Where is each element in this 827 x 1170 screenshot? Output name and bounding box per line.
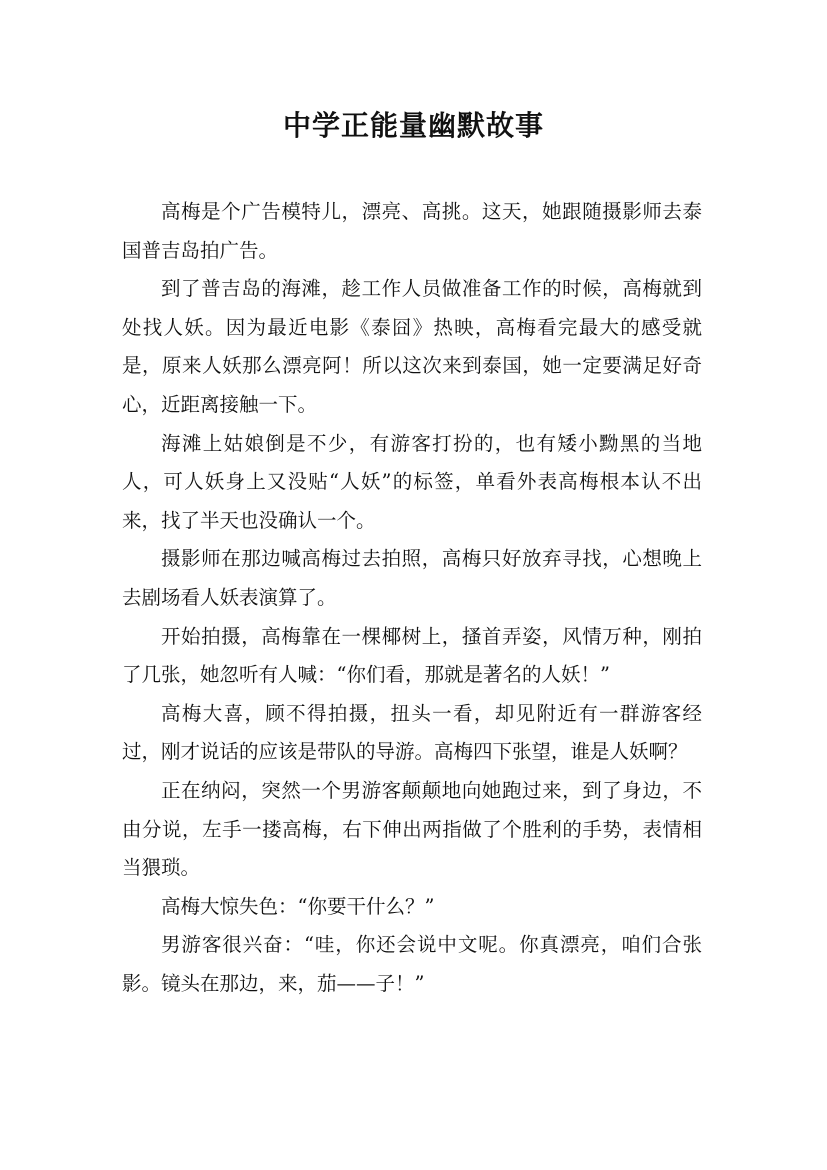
paragraph: 男游客很兴奋：“哇，你还会说中文呢。你真漂亮，咱们合张影。镜头在那边，来，茄——子！”	[122, 933, 702, 995]
paragraph: 摄影师在那边喊高梅过去拍照，高梅只好放弃寻找，心想晚上去剧场看人妖表演算了。	[122, 547, 702, 609]
paragraph: 到了普吉岛的海滩，趁工作人员做准备工作的时候，高梅就到处找人妖。因为最近电影《泰囧》热映，高梅看完最大的感受就是，原来人妖那么漂亮阿！所以这次来到泰国，她一定要满足好奇心，近距离接触一下。	[122, 277, 702, 416]
paragraph: 高梅是个广告模特儿，漂亮、高挑。这天，她跟随摄影师去泰国普吉岛拍广告。	[122, 200, 702, 262]
paragraph: 高梅大喜，顾不得拍摄，扭头一看，却见附近有一群游客经过，刚才说话的应该是带队的导游。高梅四下张望，谁是人妖啊？	[122, 701, 702, 764]
paragraph: 海滩上姑娘倒是不少，有游客打扮的，也有矮小黝黑的当地人，可人妖身上又没贴“人妖”的标签，单看外表高梅根本认不出来，找了半天也没确认一个。	[122, 431, 702, 532]
document-title: 中学正能量幽默故事	[282, 109, 544, 142]
paragraph: 高梅大惊失色：“你要干什么？”	[161, 894, 435, 918]
document-body	[122, 193, 702, 1003]
paragraph: 正在纳闷，突然一个男游客颠颠地向她跑过来，到了身边，不由分说，左手一搂高梅，右下伸出两指做了个胜利的手势，表情相当猥琐。	[122, 778, 702, 880]
paragraph: 开始拍摄，高梅靠在一棵椰树上，搔首弄姿，风情万种，刚拍了几张，她忽听有人喊：“你们看，那就是著名的人妖！”	[122, 624, 702, 687]
